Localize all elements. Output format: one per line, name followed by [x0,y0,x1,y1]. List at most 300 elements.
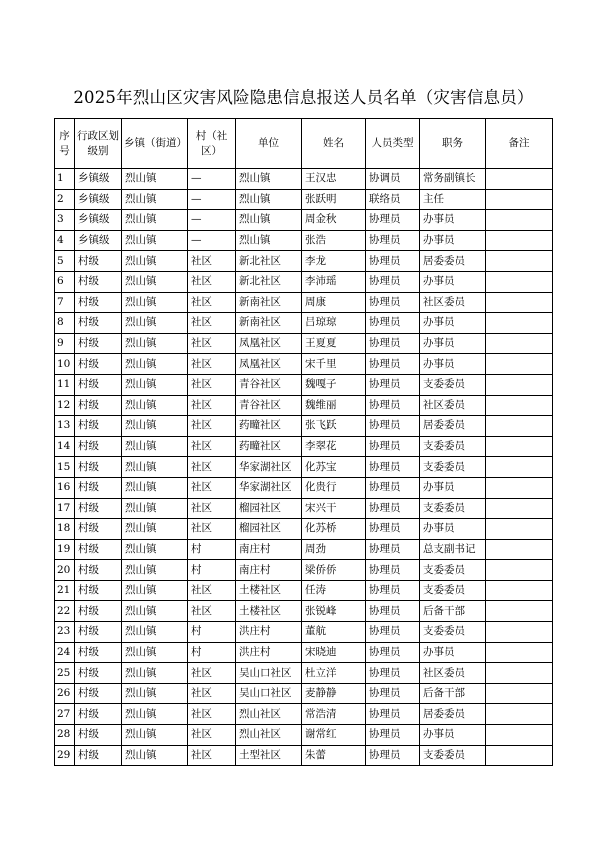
table-cell: 村级 [75,313,122,334]
table-cell: 28 [55,725,75,746]
table-row [55,683,553,704]
table-row [55,333,553,354]
table-cell: 村 [188,642,236,663]
table-cell: 吕琼琼 [302,313,366,334]
table-cell: 支委委员 [420,498,486,519]
table-cell: 村级 [75,519,122,540]
table-cell: 华家湖社区 [236,477,302,498]
table-cell: 联络员 [366,189,420,210]
table-cell: 烈山社区 [236,725,302,746]
table-cell: 烈山镇 [122,292,188,313]
table-cell [486,601,553,622]
table-cell: 烈山镇 [122,580,188,601]
table-cell: 魏维丽 [302,395,366,416]
table-cell: 村级 [75,477,122,498]
table-cell: 烈山镇 [122,416,188,437]
table-cell: 榴园社区 [236,498,302,519]
table-cell: 办事员 [420,313,486,334]
table-cell: 凤凰社区 [236,354,302,375]
table-cell: 协理员 [366,271,420,292]
table-cell: 周劲 [302,539,366,560]
table-cell: 烈山镇 [122,333,188,354]
table-cell: 烈山镇 [122,374,188,395]
table-cell: 乡镇级 [75,230,122,251]
table-cell: 乡镇级 [75,169,122,190]
table-cell: 村级 [75,395,122,416]
table-row [55,601,553,622]
table-cell: 1 [55,169,75,190]
table-cell [486,210,553,231]
table-row [55,622,553,643]
table-cell: 烈山镇 [122,663,188,684]
table-cell: 社区委员 [420,395,486,416]
table-cell [486,436,553,457]
table-cell: 6 [55,271,75,292]
table-cell [486,251,553,272]
table-cell: 烈山社区 [236,704,302,725]
table-cell: 协理员 [366,601,420,622]
table-cell [486,477,553,498]
table-cell [486,354,553,375]
table-cell: 办事员 [420,519,486,540]
table-row [55,416,553,437]
table-cell: 青谷社区 [236,374,302,395]
header-cell: 行政区划级别 [75,119,122,169]
table-cell: 乡镇级 [75,210,122,231]
table-cell: 居委委员 [420,251,486,272]
table-cell: 烈山镇 [236,210,302,231]
table-cell: 烈山镇 [122,560,188,581]
table-cell: 11 [55,374,75,395]
table-cell: 协理员 [366,292,420,313]
table-cell [486,416,553,437]
table-cell: 土型社区 [236,745,302,766]
table-cell: 村级 [75,663,122,684]
table-cell: 社区 [188,519,236,540]
table-cell: 24 [55,642,75,663]
header-cell: 乡镇（街道） [122,119,188,169]
table-cell: 烈山镇 [122,622,188,643]
table-cell [486,189,553,210]
table-cell [486,374,553,395]
table-cell: 宋千里 [302,354,366,375]
table-cell: 社区 [188,354,236,375]
table-cell: 社区 [188,251,236,272]
header-cell: 备注 [486,119,553,169]
table-cell: 烈山镇 [122,251,188,272]
table-cell: 支委委员 [420,622,486,643]
table-cell: 7 [55,292,75,313]
table-cell: 居委委员 [420,416,486,437]
table-cell: 15 [55,457,75,478]
table-cell [486,663,553,684]
table-cell: 乡镇级 [75,189,122,210]
table-row [55,539,553,560]
header-cell: 村（社区） [188,119,236,169]
table-row [55,704,553,725]
table-cell: — [188,169,236,190]
table-cell: 村 [188,539,236,560]
table-cell: 烈山镇 [122,169,188,190]
table-cell: 社区 [188,725,236,746]
table-cell: 协理员 [366,477,420,498]
table-cell: 梁侨侨 [302,560,366,581]
table-cell: 9 [55,333,75,354]
table-cell: 村级 [75,416,122,437]
table-cell: 协理员 [366,704,420,725]
table-cell: 烈山镇 [122,683,188,704]
table-row [55,189,553,210]
table-cell: 张飞跃 [302,416,366,437]
table-row [55,436,553,457]
table-cell [486,292,553,313]
table-cell: 烈山镇 [122,642,188,663]
table-cell: 办事员 [420,725,486,746]
table-cell: 青谷社区 [236,395,302,416]
table-cell [486,745,553,766]
table-row [55,251,553,272]
table-cell: 社区 [188,436,236,457]
table-cell [486,725,553,746]
table-cell: 协理员 [366,457,420,478]
table-cell: 14 [55,436,75,457]
table-cell: 村级 [75,601,122,622]
table-cell: 社区 [188,580,236,601]
table-cell: 社区 [188,745,236,766]
table-cell: 协理员 [366,251,420,272]
table-cell: 社区 [188,601,236,622]
table-cell: 烈山镇 [122,519,188,540]
table-cell: 化贵行 [302,477,366,498]
table-cell [486,704,553,725]
table-cell: 李翠花 [302,436,366,457]
table-cell: 办事员 [420,333,486,354]
table-cell [486,683,553,704]
table-cell: 榴园社区 [236,519,302,540]
header-cell: 人员类型 [366,119,420,169]
table-cell: 村级 [75,745,122,766]
header-cell: 职务 [420,119,486,169]
table-cell: 办事员 [420,230,486,251]
table-cell: 吴山口社区 [236,683,302,704]
table-cell: 办事员 [420,271,486,292]
table-row [55,374,553,395]
table-cell: 社区 [188,704,236,725]
table-cell: 协理员 [366,642,420,663]
table-cell: 协理员 [366,580,420,601]
table-cell: 协理员 [366,416,420,437]
table-cell: 村级 [75,704,122,725]
table-cell: 社区 [188,683,236,704]
table-cell: 洪庄村 [236,642,302,663]
table-cell: 村级 [75,251,122,272]
table-cell: 协理员 [366,210,420,231]
table-cell: 村级 [75,560,122,581]
table-cell: 烈山镇 [122,601,188,622]
table-cell: 村 [188,622,236,643]
table-cell: 宋晓迪 [302,642,366,663]
table-cell: 协理员 [366,560,420,581]
table-cell: 村级 [75,457,122,478]
table-cell [486,642,553,663]
table-cell [486,333,553,354]
table-cell: 13 [55,416,75,437]
table-cell: 协调员 [366,169,420,190]
table-cell: 化苏宝 [302,457,366,478]
table-cell: 村级 [75,436,122,457]
table-cell: 王夏夏 [302,333,366,354]
table-cell [486,271,553,292]
table-cell: 烈山镇 [122,230,188,251]
table-cell: 常务副镇长 [420,169,486,190]
table-cell: 支委委员 [420,457,486,478]
table-cell: 新北社区 [236,271,302,292]
table-cell: 吴山口社区 [236,663,302,684]
table-cell: 协理员 [366,725,420,746]
table-cell: 南庄村 [236,539,302,560]
table-cell: 新北社区 [236,251,302,272]
table-row [55,498,553,519]
table-row [55,292,553,313]
table-cell: 社区 [188,313,236,334]
table-row [55,169,553,190]
header-cell: 单位 [236,119,302,169]
table-cell: 张浩 [302,230,366,251]
table-cell: 5 [55,251,75,272]
table-cell: 烈山镇 [236,189,302,210]
table-cell: 社区 [188,395,236,416]
table-cell [486,622,553,643]
table-cell: 烈山镇 [122,539,188,560]
table-cell: 25 [55,663,75,684]
table-cell: 支委委员 [420,374,486,395]
table-cell: 4 [55,230,75,251]
table-cell: 村级 [75,271,122,292]
table-cell: 办事员 [420,642,486,663]
table-cell: 村级 [75,354,122,375]
table-cell: 村级 [75,642,122,663]
table-cell: 社区 [188,416,236,437]
table-cell: 烈山镇 [122,189,188,210]
table-cell: 烈山镇 [122,436,188,457]
table-cell: 8 [55,313,75,334]
header-cell: 序号 [55,119,75,169]
table-cell: 烈山镇 [122,498,188,519]
table-cell: 办事员 [420,477,486,498]
table-cell: 村级 [75,498,122,519]
table-cell: 村级 [75,374,122,395]
table-cell: 居委委员 [420,704,486,725]
table-cell: 村级 [75,622,122,643]
table-cell: 谢常红 [302,725,366,746]
table-cell: 魏嘎子 [302,374,366,395]
table-cell: 周康 [302,292,366,313]
table-cell: — [188,210,236,231]
table-cell: 社区 [188,457,236,478]
table-row [55,271,553,292]
table-cell: 洪庄村 [236,622,302,643]
table-row [55,725,553,746]
table-cell: 协理员 [366,395,420,416]
table-cell [486,169,553,190]
table-cell: 南庄村 [236,560,302,581]
table-cell: 协理员 [366,374,420,395]
table-cell: 社区 [188,292,236,313]
table-cell: 烈山镇 [122,395,188,416]
table-cell: 支委委员 [420,436,486,457]
table-cell: 烈山镇 [236,169,302,190]
table-cell: 后备干部 [420,601,486,622]
table-cell: 协理员 [366,622,420,643]
table-cell: 董航 [302,622,366,643]
table-cell: 社区 [188,271,236,292]
table-cell [486,498,553,519]
table-row [55,663,553,684]
table-cell [486,230,553,251]
table-cell: 村级 [75,580,122,601]
table-cell [486,313,553,334]
table-cell: 支委委员 [420,580,486,601]
table-cell: 化苏桥 [302,519,366,540]
table-cell: 支委委员 [420,560,486,581]
personnel-table [54,118,553,766]
table-cell: 烈山镇 [122,745,188,766]
table-cell: 20 [55,560,75,581]
table-cell: 村 [188,560,236,581]
table-cell: 张跃明 [302,189,366,210]
table-row [55,477,553,498]
table-cell: 19 [55,539,75,560]
table-cell: 协理员 [366,745,420,766]
table-cell: 协理员 [366,498,420,519]
table-cell: 23 [55,622,75,643]
table-row [55,230,553,251]
table-cell [486,395,553,416]
table-cell [486,519,553,540]
table-cell: 协理员 [366,230,420,251]
table-cell: 烈山镇 [122,725,188,746]
table-cell: 朱蕾 [302,745,366,766]
table-cell: 社区委员 [420,663,486,684]
table-cell: 协理员 [366,539,420,560]
table-cell: 凤凰社区 [236,333,302,354]
table-cell: 10 [55,354,75,375]
table-cell: 华家湖社区 [236,457,302,478]
table-row [55,745,553,766]
table-cell [486,580,553,601]
table-cell: — [188,189,236,210]
table-cell: 烈山镇 [122,313,188,334]
table-cell: 村级 [75,539,122,560]
table-cell [486,457,553,478]
table-row [55,313,553,334]
table-cell: 任涛 [302,580,366,601]
table-cell: 村级 [75,333,122,354]
table-cell: 支委委员 [420,745,486,766]
table-cell: 烈山镇 [122,477,188,498]
table-cell: 周金秋 [302,210,366,231]
table-cell: 社区 [188,498,236,519]
table-cell: 村级 [75,683,122,704]
table-cell: 协理员 [366,683,420,704]
table-cell: 办事员 [420,210,486,231]
table-cell: 药疃社区 [236,416,302,437]
table-row [55,210,553,231]
table-cell: 杜立洋 [302,663,366,684]
table-row [55,354,553,375]
table-cell: 总支副书记 [420,539,486,560]
table-cell: 21 [55,580,75,601]
table-cell: 烈山镇 [122,354,188,375]
document-title: 2025年烈山区灾害风险隐患信息报送人员名单（灾害信息员） [73,88,534,107]
table-cell: 王汉忠 [302,169,366,190]
table-cell: 李沛瑶 [302,271,366,292]
table-cell: 李龙 [302,251,366,272]
table-cell: 18 [55,519,75,540]
table-cell: 烈山镇 [122,457,188,478]
table-cell: 社区委员 [420,292,486,313]
table-cell: 16 [55,477,75,498]
table-cell: 社区 [188,663,236,684]
table-cell: 办事员 [420,354,486,375]
table-cell [486,560,553,581]
table-cell: 主任 [420,189,486,210]
table-cell: 27 [55,704,75,725]
table-cell [486,539,553,560]
table-cell: 常浩清 [302,704,366,725]
table-cell: 村级 [75,292,122,313]
table-cell: 协理员 [366,313,420,334]
table-cell: 后备干部 [420,683,486,704]
table-cell: 麦静静 [302,683,366,704]
table-row [55,395,553,416]
table-row [55,642,553,663]
table-cell: 社区 [188,374,236,395]
table-cell: 社区 [188,477,236,498]
table-cell: 药疃社区 [236,436,302,457]
table-cell: 26 [55,683,75,704]
table-cell: 协理员 [366,333,420,354]
table-cell: 3 [55,210,75,231]
table-cell: 协理员 [366,436,420,457]
table-cell: 协理员 [366,519,420,540]
table-cell: 社区 [188,333,236,354]
table-row [55,457,553,478]
table-cell: 17 [55,498,75,519]
table-cell: 29 [55,745,75,766]
table-row [55,519,553,540]
table-cell: 土楼社区 [236,580,302,601]
table-cell: 新南社区 [236,292,302,313]
table-cell: 协理员 [366,354,420,375]
table-cell: 土楼社区 [236,601,302,622]
table-cell: 新南社区 [236,313,302,334]
table-cell: 张锐峰 [302,601,366,622]
table-cell: 协理员 [366,663,420,684]
table-cell: 烈山镇 [122,210,188,231]
header-cell: 姓名 [302,119,366,169]
table-cell: 烈山镇 [236,230,302,251]
table-cell: 村级 [75,725,122,746]
table-row [55,580,553,601]
table-header-row [55,119,553,169]
table-cell: 宋兴干 [302,498,366,519]
table-cell: — [188,230,236,251]
table-cell: 12 [55,395,75,416]
table-cell: 2 [55,189,75,210]
table-row [55,560,553,581]
table-cell: 烈山镇 [122,271,188,292]
